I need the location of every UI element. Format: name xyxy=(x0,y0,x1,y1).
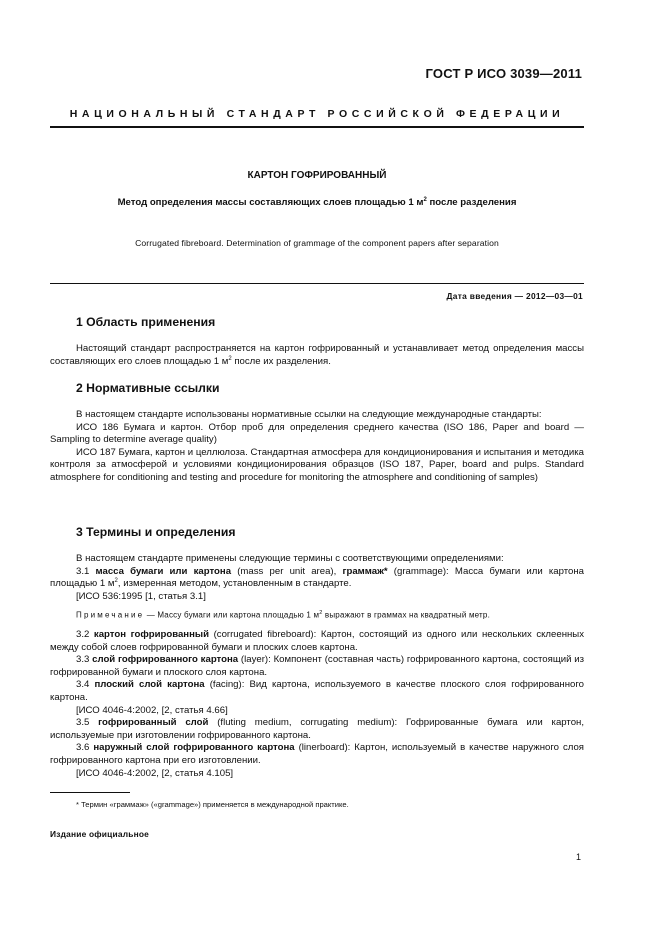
section-2-text xyxy=(50,409,584,485)
reference-iso-186: ИСО 186 Бумага и картон. Отбор проб для определения среднего качества (ISO 186, Paper and board — Sampling to determine average quality) xyxy=(50,421,584,446)
page-number: 1 xyxy=(575,852,581,862)
term-3-4-reference: [ИСО 4046-4:2002, [2, статья 4.66] xyxy=(76,704,228,716)
title-rule xyxy=(50,283,584,284)
term-3-4: 3.4 плоский слой картона (facing): Вид картона, используемого в качестве плоского слоя гофрированного картона. xyxy=(50,679,584,703)
term-3-6: 3.6 наружный слой гофрированного картона (linerboard): Картон, используемый в качестве наружного слоя гофрированного картона при его изготовлении. xyxy=(50,742,584,766)
section-3-heading: 3 Термины и определения xyxy=(76,525,236,539)
term-3-6-reference: [ИСО 4046-4:2002, [2, статья 4.105] xyxy=(76,767,234,779)
footnote-rule xyxy=(50,792,130,793)
term-3-1-reference: [ИСО 536:1995 [1, статья 3.1] xyxy=(76,590,206,602)
reference-iso-187: ИСО 187 Бумага, картон и целлюлоза. Стандартная атмосфера для кондиционирования и испытания и методика контроля за атмосферой и условиями кондиционирования образцов (ISO 187, Paper, board and pulps. Standard atmosphere for conditioning and testing and procedure for monitoring the atmosphere and conditioning of samples) xyxy=(50,446,584,483)
term-3-2: 3.2 картон гофрированный (corrugated fibreboard): Картон, состоящий из одного или нескольких склеенных между собой слоев гофрированной бумаги и плоских слоев картона. xyxy=(50,629,584,653)
national-standard-banner: НАЦИОНАЛЬНЫЙ СТАНДАРТ РОССИЙСКОЙ ФЕДЕРАЦИИ xyxy=(69,108,565,120)
term-3-1: 3.1 масса бумаги или картона (mass per unit area), граммаж* (grammage): Масса бумаги или картона площадью 1 $м^2$, измеренная методом, установленным в стандарте. xyxy=(50,565,584,590)
standard-code: ГОСТ Р ИСО 3039—2011 xyxy=(425,66,582,81)
section-3-intro: В настоящем стандарте применены следующие термины с соответствующими определениями: xyxy=(76,553,504,564)
document-subtitle: Метод определения массы составляющих слоев площадью 1 $м^2$ после разделения xyxy=(117,197,517,209)
term-3-5: 3.5 гофрированный слой (fluting medium, corrugating medium): Гофрированные бумага или картон, используемые при изготовлении гофрированного картона. xyxy=(50,717,584,741)
section-1-heading: 1 Область применения xyxy=(76,315,216,329)
header-rule xyxy=(50,126,584,128)
section-3-text-b xyxy=(50,629,584,780)
date-of-introduction: Дата введения — 2012—03—01 xyxy=(446,291,583,301)
note-3-1: Примечание — Массу бумаги или картона площадью 1 $м^2$ выражают в граммах на квадратный метр. xyxy=(76,610,490,620)
document-title: КАРТОН ГОФРИРОВАННЫЙ xyxy=(247,170,387,181)
section-2-heading: 2 Нормативные ссылки xyxy=(76,381,220,395)
section-3-text-a xyxy=(50,553,584,603)
section-1-text: Настоящий стандарт распространяется на картон гофрированный и устанавливает метод определения массы составляющих его слоев площадью 1 $м^2$ после их разделения. xyxy=(50,343,584,367)
official-edition-label: Издание официальное xyxy=(50,829,149,839)
footnote: * Термин «граммаж» («grammage») применяется в международной практике. xyxy=(76,800,349,809)
section-2-intro: В настоящем стандарте использованы нормативные ссылки на следующие международные стандарты: xyxy=(76,409,542,420)
english-title: Corrugated fibreboard. Determination of grammage of the component papers after separation xyxy=(135,238,499,248)
term-3-3: 3.3 слой гофрированного картона (layer): Компонент (составная часть) гофрированного картона, состоящий из гофрированной бумаги и плоского слоя картона. xyxy=(50,654,584,678)
